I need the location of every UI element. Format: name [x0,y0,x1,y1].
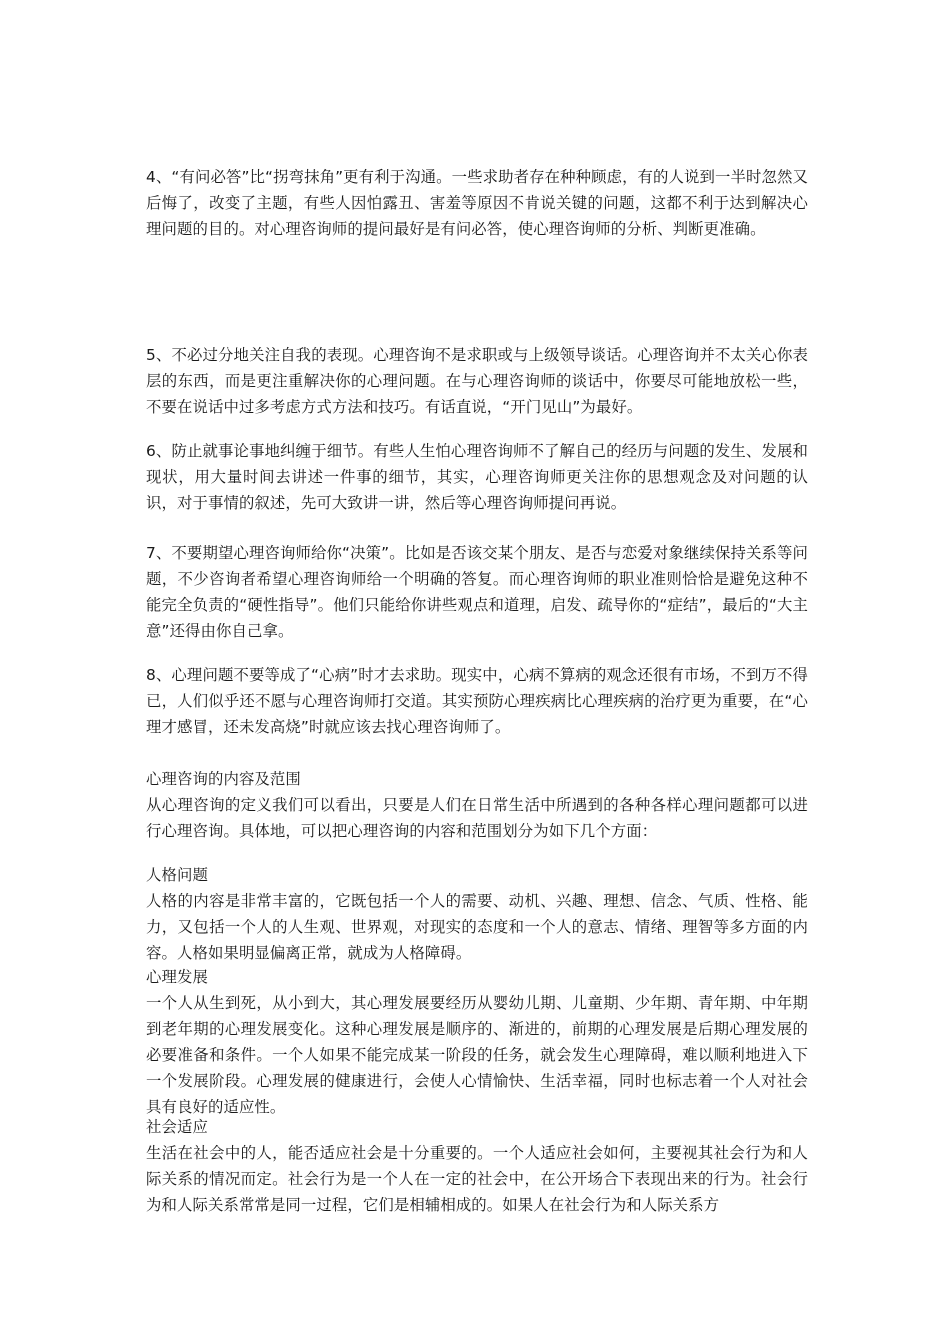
paragraph-4: 4、“有问必答”比“拐弯抹角”更有利于沟通。一些求助者存在种种顾虑，有的人说到一半时忽然又后悔了，改变了主题，有些人因怕露丑、害羞等原因不肯说关键的问题，这都不利于达到解决心理问题的目的。对心理咨询师的提问最好是有问必答，使心理咨询师的分析、判断更准确。 [146,168,808,238]
section-title-development: 心理发展 [146,968,208,986]
paragraph-5: 5、不必过分地关注自我的表现。心理咨询不是求职或与上级领导谈话。心理咨询并不太关心你表层的东西，而是更注重解决你的心理问题。在与心理咨询师的谈话中，你要尽可能地放松一些，不要在说话中过多考虑方式方法和技巧。有话直说，“开门见山”为最好。 [146,346,808,416]
section-title-personality: 人格问题 [146,866,208,884]
paragraph-8: 8、心理问题不要等成了“心病”时才去求助。现实中，心病不算病的观念还很有市场，不到万不得已，人们似乎还不愿与心理咨询师打交道。其实预防心理疾病比心理疾病的治疗更为重要，在“心理才感冒，还未发高烧”时就应该去找心理咨询师了。 [146,666,808,736]
section-title-scope: 心理咨询的内容及范围 [146,770,301,788]
section-title-social: 社会适应 [146,1118,208,1136]
scope-intro: 从心理咨询的定义我们可以看出，只要是人们在日常生活中所遇到的各种各样心理问题都可以进行心理咨询。具体地，可以把心理咨询的内容和范围划分为如下几个方面： [146,796,808,840]
paragraph-6: 6、防止就事论事地纠缠于细节。有些人生怕心理咨询师不了解自己的经历与问题的发生、发展和现状，用大量时间去讲述一件事的细节，其实，心理咨询师更关注你的思想观念及对问题的认识，对于事情的叙述，先可大致讲一讲，然后等心理咨询师提问再说。 [146,442,808,512]
paragraph-7: 7、不要期望心理咨询师给你“决策”。比如是否该交某个朋友、是否与恋爱对象继续保持关系等问题，不少咨询者希望心理咨询师给一个明确的答复。而心理咨询师的职业准则恰恰是避免这种不能完全负责的“硬性指导”。他们只能给你讲些观点和道理，启发、疏导你的“症结”，最后的“大主意”还得由你自己拿。 [146,544,808,640]
social-body: 生活在社会中的人，能否适应社会是十分重要的。一个人适应社会如何，主要视其社会行为和人际关系的情况而定。社会行为是一个人在一定的社会中，在公开场合下表现出来的行为。社会行为和人际关系常常是同一过程，它们是相辅相成的。如果人在社会行为和人际关系方 [146,1144,808,1214]
development-body: 一个人从生到死，从小到大，其心理发展要经历从婴幼儿期、儿童期、少年期、青年期、中年期到老年期的心理发展变化。这种心理发展是顺序的、渐进的，前期的心理发展是后期心理发展的必要准备和条件。一个人如果不能完成某一阶段的任务，就会发生心理障碍，难以顺利地进入下一个发展阶段。心理发展的健康进行，会使人心情愉快、生活幸福，同时也标志着一个人对社会具有良好的适应性。 [146,994,808,1116]
personality-body: 人格的内容是非常丰富的，它既包括一个人的需要、动机、兴趣、理想、信念、气质、性格、能力，又包括一个人的人生观、世界观，对现实的态度和一个人的意志、情绪、理智等多方面的内容。人格如果明显偏离正常，就成为人格障碍。 [146,892,808,962]
